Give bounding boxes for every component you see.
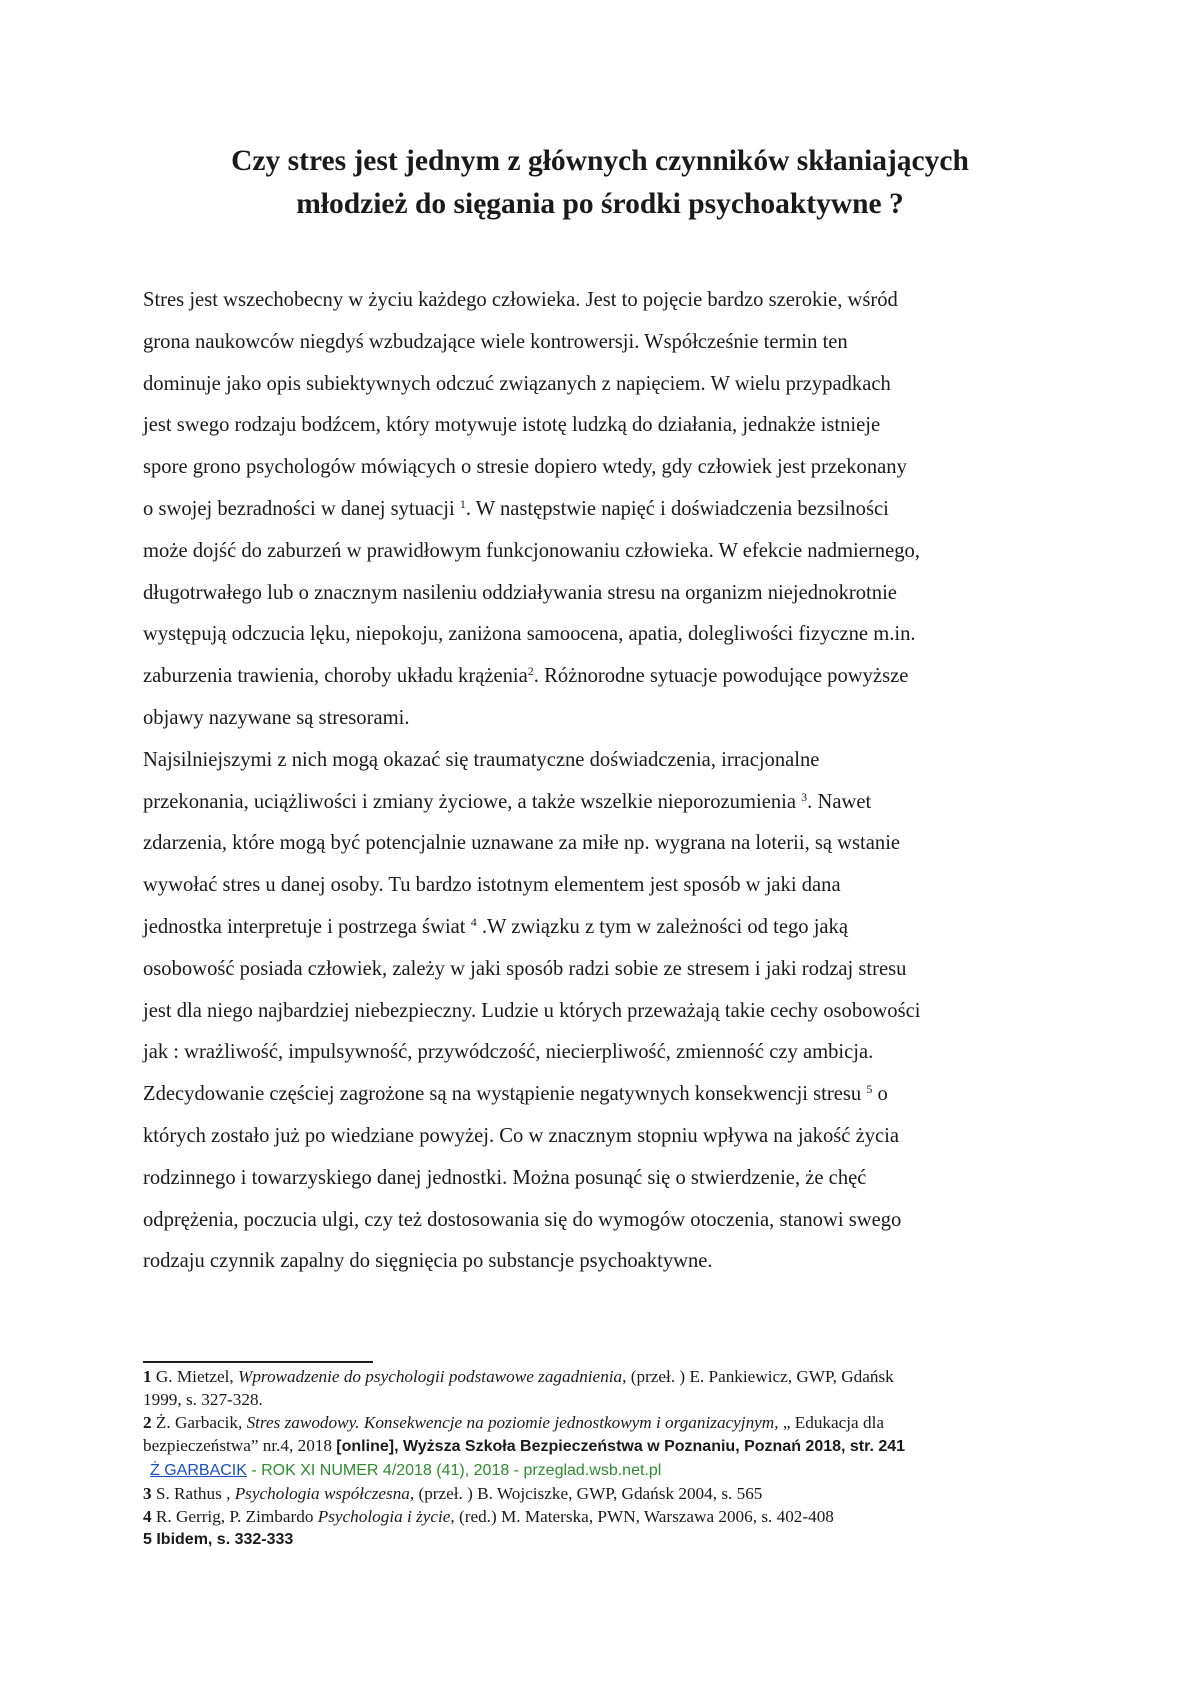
paragraph-2 xyxy=(143,740,1083,1283)
text-line: Stres jest wszechobecny w życiu każdego człowieka. Jest to pojęcie bardzo szerokie, wśród xyxy=(143,289,898,311)
text-line: objawy nazywane są stresorami. xyxy=(143,706,410,729)
footnote-publisher: , Wyższa Szkoła Bezpieczeństwa w Poznaniu, Poznań 2018, str. 241 xyxy=(394,1438,906,1455)
text-line: wywołać stres u danej osoby. Tu bardzo istotnym elementem jest sposób w jaki dana xyxy=(143,874,841,897)
text-line: rodzinnego i towarzyskiego danej jednostki. Można posunąć się o stwierdzenie, że chęć xyxy=(143,1166,867,1189)
footnote-text: S. Rathus , xyxy=(151,1484,235,1503)
footnote-1-cont: 1999, s. 327-328. xyxy=(143,1390,263,1409)
text-line: długotrwałego lub o znacznym nasileniu oddziaływania stresu na organizm niejednokrotnie xyxy=(143,581,897,604)
text-segment: o swojej bezradności w danej sytuacji xyxy=(143,497,460,520)
footnote-2-cont xyxy=(143,1434,1093,1458)
text-segment: .W związku z tym w zależności od tego jaką xyxy=(476,915,848,938)
footnote-online-tag: [online] xyxy=(336,1438,395,1455)
text-line: spore grono psychologów mówiących o stresie dopiero wtedy, gdy człowiek jest przekonany xyxy=(143,456,907,479)
text-segment: . Różnorodne sytuacje powodujące powyższe xyxy=(533,665,909,688)
footnote-text: , (red.) M. Materska, PWN, Warszawa 2006, s. 402-408 xyxy=(450,1507,834,1526)
text-line: jak : wrażliwość, impulsywność, przywódczość, niecierpliwość, zmienność czy ambicja. xyxy=(143,1041,874,1064)
text-segment: Zdecydowanie częściej zagrożone są na wystąpienie negatywnych konsekwencji stresu xyxy=(143,1083,867,1106)
footnote-text: (przeł. ) E. Pankiewicz, GWP, Gdańsk xyxy=(626,1367,894,1386)
text-segment: przekonania, uciążliwości i zmiany życiowe, a także wszelkie nieporozumienia xyxy=(143,790,802,813)
footnote-text: G. Mietzel, xyxy=(151,1367,238,1386)
text-line xyxy=(143,782,1083,824)
footnote-text: „ Edukacja dla xyxy=(778,1413,884,1432)
footnote-title: Psychologia i życie xyxy=(317,1507,451,1526)
text-segment: . Nawet xyxy=(807,790,872,813)
text-segment: jednostka interpretuje i postrzega świat xyxy=(143,915,471,938)
text-line: odprężenia, poczucia ulgi, czy też dostosowania się do wymogów otoczenia, stanowi swego xyxy=(143,1208,902,1231)
source-url-text: - ROK XI NUMER 4/2018 (41), 2018 - przeglad.wsb.net.pl xyxy=(246,1462,662,1479)
title-line-1: Czy stres jest jednym z głównych czynników skłaniających xyxy=(231,145,969,177)
text-line: zdarzenia, które mogą być potencjalnie uznawane za miłe np. wygrana na loterii, są wstanie xyxy=(143,832,901,855)
footnote-ref-1[interactable]: 1 xyxy=(459,496,466,511)
footnote-5 xyxy=(143,1528,1093,1551)
footnote-number: 2 xyxy=(143,1413,152,1432)
footnote-text: Ż. Garbacik, xyxy=(151,1413,247,1432)
text-line: których zostało już po wiedziane powyżej. Co w znacznym stopniu wpływa na jakość życia xyxy=(143,1124,900,1147)
footnote-text: R. Gerrig, P. Zimbardo xyxy=(151,1507,318,1526)
text-line: dominuje jako opis subiektywnych odczuć związanych z napięciem. W wielu przypadkach xyxy=(143,372,891,395)
source-link[interactable]: Ż GARBACIK xyxy=(150,1462,247,1479)
footnote-2 xyxy=(143,1411,1093,1434)
text-line xyxy=(143,1074,1083,1116)
footnote-text: (przeł. ) B. Wojciszke, GWP, Gdańsk 2004, s. 565 xyxy=(414,1484,763,1503)
footnote-number: 1 xyxy=(143,1367,152,1386)
footnote-ref-2[interactable]: 2 xyxy=(527,664,534,679)
text-line xyxy=(143,907,1083,949)
text-line: jest dla niego najbardziej niebezpieczny. Ludzie u których przeważają takie cechy osobowości xyxy=(143,999,921,1022)
footnote-ref-4[interactable]: 4 xyxy=(470,914,477,929)
footnote-2-source xyxy=(143,1458,1093,1482)
footnote-title: Psychologia współczesna, xyxy=(234,1484,415,1503)
footnote-1 xyxy=(143,1365,1093,1388)
text-line xyxy=(143,656,1083,698)
footnote-3 xyxy=(143,1482,1093,1505)
footnote-title: Wprowadzenie do psychologii podstawowe zagadnienia, xyxy=(238,1367,627,1386)
text-line xyxy=(143,489,1083,531)
text-line: grona naukowców niegdyś wzbudzające wiele kontrowersji. Współcześnie termin ten xyxy=(143,330,848,353)
text-line: występują odczucia lęku, niepokoju, zaniżona samoocena, apatia, dolegliwości fizyczne m.in. xyxy=(143,623,916,646)
text-line: może dojść do zaburzeń w prawidłowym funkcjonowaniu człowieka. W efekcie nadmiernego, xyxy=(143,539,920,562)
footnote-title: Stres zawodowy. Konsekwencje na poziomie jednostkowym i organizacyjnym, xyxy=(246,1413,779,1432)
footnote-text: Ibidem, s. 332-333 xyxy=(151,1531,294,1548)
footnote-ref-5[interactable]: 5 xyxy=(866,1082,873,1097)
document-title xyxy=(140,140,1060,226)
footnote-4 xyxy=(143,1505,1093,1528)
footnote-number: 5 xyxy=(143,1531,152,1548)
text-segment: o xyxy=(872,1083,888,1106)
footnote-number: 3 xyxy=(143,1484,152,1503)
text-segment: zaburzenia trawienia, choroby układu krążenia xyxy=(143,665,528,688)
footnotes xyxy=(143,1365,1093,1551)
text-line: jest swego rodzaju bodźcem, który motywuje istotę ludzką do działania, jednakże istnieje xyxy=(143,414,881,437)
footnote-number: 4 xyxy=(143,1507,152,1526)
footnote-ref-3[interactable]: 3 xyxy=(801,789,808,804)
text-line: rodzaju czynnik zapalny do sięgnięcia po substancje psychoaktywne. xyxy=(143,1250,713,1273)
body-text xyxy=(143,280,1083,1283)
title-line-2: młodzież do sięgania po środki psychoaktywne ? xyxy=(296,188,904,220)
footnote-separator xyxy=(143,1361,373,1363)
text-line: Najsilniejszymi z nich mogą okazać się traumatyczne doświadczenia, irracjonalne xyxy=(143,748,820,771)
footnote-text: bezpieczeństwa” nr.4, 2018 xyxy=(143,1436,337,1455)
text-line: osobowość posiada człowiek, zależy w jaki sposób radzi sobie ze stresem i jaki rodzaj stresu xyxy=(143,957,907,980)
paragraph-1 xyxy=(143,280,1083,740)
text-segment: . W następstwie napięć i doświadczenia bezsilności xyxy=(465,497,889,520)
